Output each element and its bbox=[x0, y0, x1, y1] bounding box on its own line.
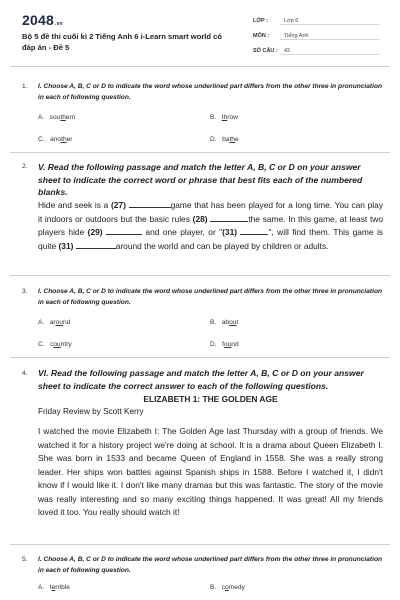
q1-option-a[interactable]: A. southern bbox=[38, 114, 76, 121]
q1-option-b[interactable]: B. throw bbox=[210, 114, 238, 121]
logo-domain: .vn bbox=[54, 21, 63, 27]
blank-29[interactable] bbox=[106, 226, 142, 235]
question-1-instruction: I. Choose A, B, C or D to indicate the word whose underlined part differs from the other three in pronunciation in each of following question. bbox=[38, 83, 382, 101]
question-1-number: 1. bbox=[22, 83, 28, 90]
subject-value: Tiếng Anh bbox=[284, 33, 309, 39]
divider-2 bbox=[10, 275, 390, 276]
document-title: Bộ 5 đề thi cuối kì 2 Tiếng Anh 6 i-Learn smart world có đáp án - Đề 5 bbox=[22, 32, 223, 52]
question-4-number: 4. bbox=[22, 370, 28, 377]
blank-28-label: (28) bbox=[192, 213, 208, 224]
blank-30-label: (31) bbox=[222, 227, 238, 237]
q3-option-d[interactable]: D. found bbox=[210, 341, 239, 348]
question-4-passage: I watched the movie Elizabeth I: The Golden Age last Thursday with a group of friends. We watched it for a history project we're doing at school. It is a drama about Queen Elizabeth I. She was born in 1533 and became Queen of England in 1558. She was a really strong leader. Her ships won battles against Spanish ships in 1588. Before I watched it, I didn't know if I would like it. I don't like many dramas but this was fantastic. The story of the movie was really interesting and so many exciting things happened. It was great! All my friends loved it too. You really should watch it! bbox=[38, 426, 383, 517]
question-5-number: 5. bbox=[22, 556, 28, 563]
subject-label: MÔN : bbox=[253, 33, 270, 39]
question-count-value: 42 bbox=[284, 48, 291, 54]
blank-28[interactable] bbox=[210, 213, 248, 222]
question-5-instruction: I. Choose A, B, C or D to indicate the word whose underlined part differs from the other three in pronunciation in each of following question. bbox=[38, 556, 382, 574]
divider-3 bbox=[10, 357, 390, 358]
question-4-instruction: VI. Read the following passage and match the letter A, B, C or D on your answer sheet to indicate the correct answer to each of the following questions. bbox=[38, 368, 364, 391]
question-3-number: 3. bbox=[22, 288, 28, 295]
question-count-label: SỐ CÂU : bbox=[253, 48, 278, 54]
blank-27[interactable] bbox=[129, 199, 171, 208]
q5-option-a[interactable]: A. terrible bbox=[38, 584, 70, 591]
blank-29-label: (29) bbox=[87, 227, 103, 237]
question-2-instruction: V. Read the following passage and match the letter A, B, C or D on your answer sheet to indicate the correct word or phrase that best fits each of the numbered blanks. bbox=[38, 162, 363, 197]
q3-option-a[interactable]: A. around bbox=[38, 319, 71, 326]
q5-option-b[interactable]: B. comedy bbox=[210, 584, 245, 591]
class-value: Lớp 6 bbox=[284, 18, 299, 24]
question-count-underline bbox=[280, 42, 380, 55]
blank-30[interactable] bbox=[240, 226, 268, 235]
question-2-number: 2. bbox=[22, 163, 28, 170]
passage-title: ELIZABETH 1: THE GOLDEN AGE bbox=[143, 394, 278, 404]
q3-option-b[interactable]: B. about bbox=[210, 319, 239, 326]
q1-option-d[interactable]: D. bathe bbox=[210, 136, 239, 143]
header-divider bbox=[10, 66, 390, 67]
question-2-passage: Hide and seek is a (27) game that has been played for a long time. You can play it indoors or outdoors but the basic rules (28) the same. In this game, at least two players hide (29) and one player, or "(31) ", will find them. This game is quite (31) around the world and can be played by children or adults. bbox=[38, 200, 384, 251]
logo-text: 2048 bbox=[22, 12, 54, 28]
question-3-instruction: I. Choose A, B, C or D to indicate the word whose underlined part differs from the other three in pronunciation in each of following question. bbox=[38, 288, 382, 306]
review-byline: Friday Review by Scott Kerry bbox=[38, 407, 144, 416]
q1-option-c[interactable]: C. another bbox=[38, 136, 73, 143]
blank-27-label: (27) bbox=[110, 200, 126, 210]
divider-1 bbox=[10, 152, 390, 153]
blank-31-label: (31) bbox=[58, 240, 74, 251]
site-logo[interactable] bbox=[22, 12, 63, 28]
divider-4 bbox=[10, 544, 390, 545]
blank-31[interactable] bbox=[76, 240, 116, 249]
class-label: LỚP : bbox=[253, 18, 268, 24]
q3-option-c[interactable]: C. country bbox=[38, 341, 72, 348]
